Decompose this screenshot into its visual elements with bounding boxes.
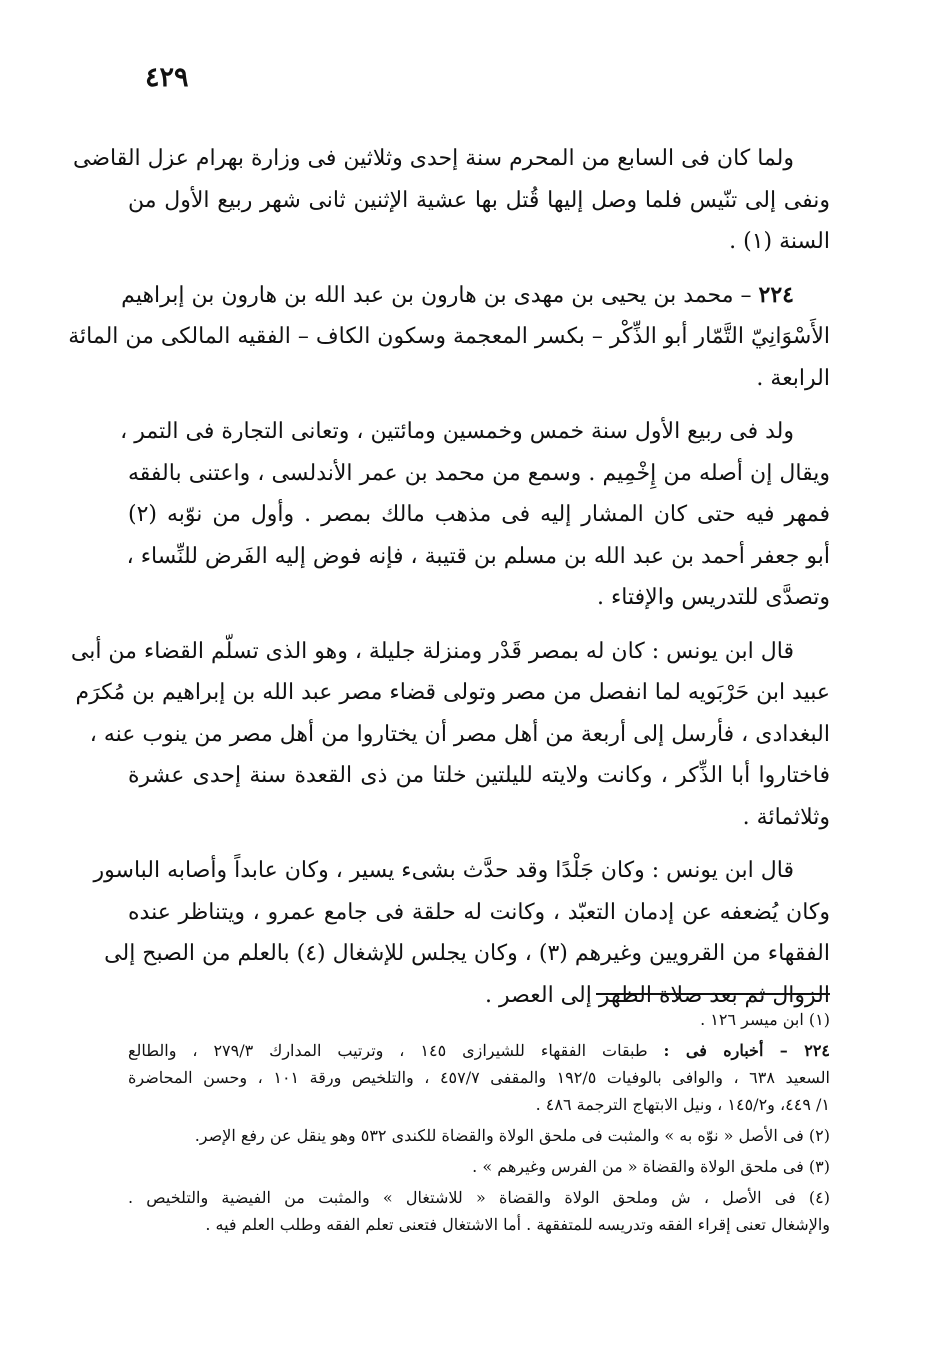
paragraph-5 <box>93 850 830 1016</box>
text-line: قال ابن يونس : وكان جَلْدًا وقد حدَّث بشىء يسير ، وكان عابداً وأصابه الباسور <box>93 858 794 883</box>
footnote-label: ٢٢٤ – أخباره فى : <box>663 1041 830 1060</box>
footnote-line: (١) ابن ميسر ١٢٦ . <box>700 1010 830 1029</box>
page-number: ٤٢٩ <box>145 62 189 93</box>
text-line: الزوال ثم بعد صلاة الظهر إلى العصر . <box>485 982 830 1008</box>
text-line: وتصدَّى للتدريس والإفتاء . <box>596 585 830 610</box>
footnote-line: (٣) فى ملحق الولاة والقضاة « من الفرس وغيرهم » . <box>472 1157 830 1176</box>
text-line: ولما كان فى السابع من المحرم سنة إحدى وثلاثين فى وزارة بهرام عزل القاضى <box>73 146 794 171</box>
text-line: السنة (١) . <box>729 229 830 254</box>
footnote-entry-sources <box>128 1037 830 1118</box>
text-line: فاختاروا أبا الذِّكر ، وكانت ولايته لليلتين خلتا من ذى القعدة سنة إحدى عشرة <box>128 763 830 788</box>
biography-entry-224 <box>68 275 830 400</box>
footnote-separator <box>596 993 830 995</box>
paragraph-1 <box>73 138 830 263</box>
footnote-line: (٢) فى الأصل « نوّه به » والمثبت فى ملحق الولاة والقضاة للكندى ٥٣٢ وهو ينقل عن رفع الإصر. <box>194 1126 830 1145</box>
text-line: أبو جعفر أحمد بن عبد الله بن مسلم بن قتيبة ، فإنه فوض إليه الفَرض للنِّساء ، <box>126 543 830 569</box>
footnote-text: طبقات الفقهاء للشيرازى ١٤٥ ، وترتيب المدارك ٢٧٩/٣ ، والطالع <box>128 1041 648 1060</box>
text-line: وثلاثمائة . <box>742 804 830 830</box>
footnote-4 <box>128 1184 830 1238</box>
footnote-line: السعيد ٦٣٨ ، والوافى بالوفيات ١٩٢/٥ والمقفى ٤٥٧/٧ ، والتلخيص ورقة ١٠١ ، وحسن المحاضرة <box>128 1068 831 1087</box>
text-line: ويقال إن أصله من إِخْمِيم . وسمع من محمد بن عمر الأندلسى ، واعتنى بالفقه <box>128 460 830 486</box>
text-line: ونفى إلى تنّيس فلما وصل إليها قُتل بها عشية الإثنين ثانى شهر ربيع الأول من <box>128 187 830 213</box>
paragraph-3 <box>120 411 830 619</box>
footnote-line: (٤) فى الأصل ، ش وملحق الولاة والقضاة « للاشتغال » والمثبت من الفيضية والتلخيص . <box>128 1188 830 1207</box>
text-line: قال ابن يونس : كان له بمصر قَدْر ومنزلة جليلة ، وهو الذى تسلّم القضاء من أبى <box>70 638 794 664</box>
main-text <box>68 138 830 1028</box>
text-line: فمهر فيه حتى كان المشار إليه فى مذهب مالك بمصر . وأول من نوّبه (٢) <box>128 502 830 527</box>
footnote-line <box>128 1037 830 1064</box>
footnote-1 <box>128 1006 830 1033</box>
text-line: الفقهاء من القرويين وغيرهم (٣) ، وكان يجلس للإشغال (٤) بالعلم من الصبح إلى <box>104 941 830 966</box>
text-line: الأَسْوَانِيّ التَّمّار أبو الذِّكْر – بكسر المعجمة وسكون الكاف – الفقيه المالكى من المائة <box>68 324 830 349</box>
text-line: ولد فى ربيع الأول سنة خمس وخمسين ومائتين ، وتعانى التجارة فى التمر ، <box>120 419 794 444</box>
footnote-line: والإشغال تعنى إقراء الفقه وتدريسه للمتفقهة . أما الاشتغال فتعنى تعلم الفقه وطلب العلم فيه . <box>205 1215 830 1234</box>
text-line: عبيد ابن حَرْبَويه لما انفصل من مصر وتولى قضاء مصر عبد الله بن إبراهيم بن مُكرَم <box>75 680 830 705</box>
paragraph-4 <box>70 631 830 839</box>
entry-name: – محمد بن يحيى بن مهدى بن هارون بن عبد الله بن هارون بن إبراهيم <box>121 282 752 308</box>
footnote-3 <box>128 1153 830 1180</box>
footnote-2 <box>128 1122 830 1149</box>
text-line: الرابعة . <box>756 365 830 391</box>
text-line: وكان يُضعفه عن إدمان التعبّد ، وكانت له حلقة فى جامع عمرو ، ويتناظر عنده <box>128 899 830 925</box>
footnote-line: ١/ ٤٤٩، و١٤٥/٢ ، ونيل الابتهاج الترجمة ٤٨٦ . <box>535 1095 830 1114</box>
text-line: البغدادى ، فأرسل إلى أربعة من أهل مصر أن يختاروا من أهل مصر من ينوب عنه ، <box>89 721 830 747</box>
footnotes <box>128 1006 830 1242</box>
entry-number: ٢٢٤ <box>758 281 794 308</box>
entry-heading-line <box>121 275 830 317</box>
